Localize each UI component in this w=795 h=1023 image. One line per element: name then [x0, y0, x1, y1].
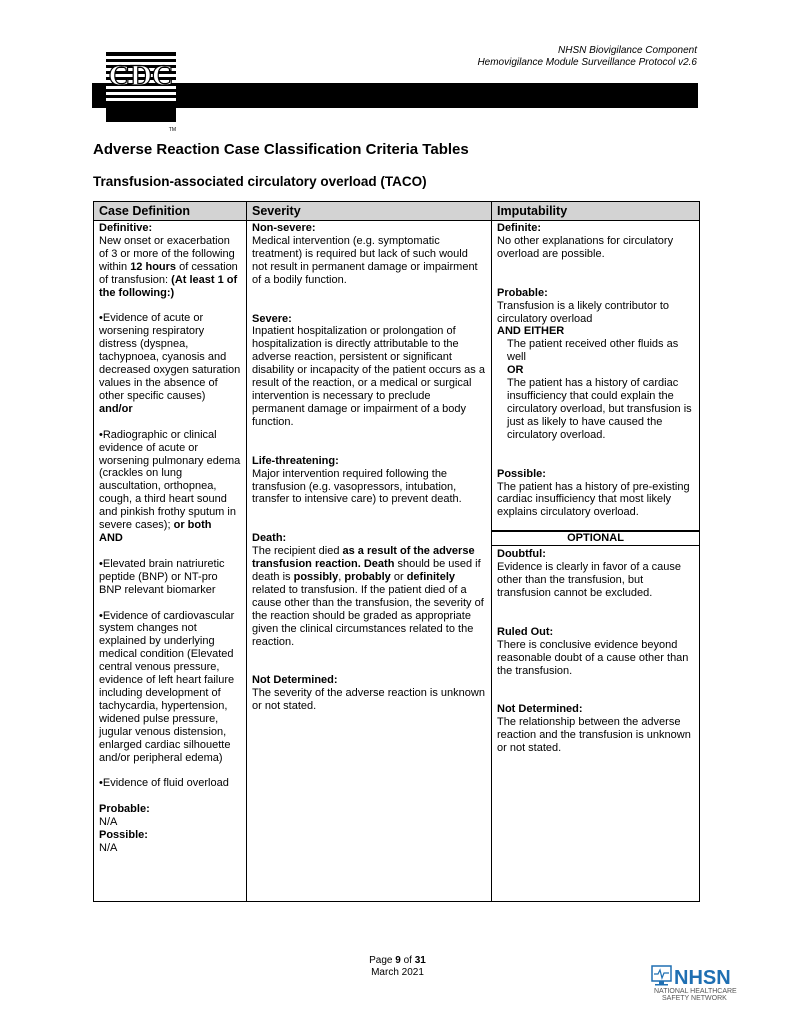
- running-header-line2: Hemovigilance Module Surveillance Protocol v2.6: [477, 57, 697, 68]
- imputability-not-determined-text: The relationship between the adverse reaction and the transfusion is unknown or not stated.: [497, 716, 691, 755]
- col-header-imputability: Imputability: [492, 202, 700, 221]
- col-header-case-definition: Case Definition: [94, 202, 247, 221]
- footer-date: March 2021: [371, 967, 424, 978]
- lifethreatening-text: Major intervention required following the transfusion (e.g. vasopressors, intubation, transfer to intensive care) to prevent death.: [252, 467, 462, 506]
- severity-cell: [247, 221, 492, 902]
- imputability-not-determined-label: Not Determined:: [497, 703, 583, 716]
- death-text: [252, 545, 486, 648]
- severity-not-determined-label: Not Determined:: [252, 674, 338, 687]
- nonsevere-label: Non-severe:: [252, 222, 316, 234]
- definitive-text-1: New onset or exacerbation of 3 or more of the following within: [99, 234, 235, 273]
- table-header-row: [94, 202, 700, 221]
- page-current: 9: [395, 955, 401, 966]
- table-row: [94, 221, 700, 902]
- definitive-label: Definitive:: [99, 222, 153, 234]
- option-other-fluids: The patient received other fluids as well: [507, 338, 679, 364]
- possible-value: N/A: [99, 842, 118, 855]
- definite-label: Definite:: [497, 222, 541, 234]
- page-prefix: Page: [369, 955, 396, 966]
- death-label: Death:: [252, 532, 287, 545]
- death-text-3: ,: [338, 571, 345, 584]
- doubtful-label: Doubtful:: [497, 548, 546, 561]
- criteria-table: [93, 201, 700, 902]
- cdc-logo-tm: TM: [168, 127, 176, 132]
- or-label: OR: [507, 364, 524, 377]
- section-title: Transfusion-associated circulatory overload (TACO): [93, 174, 427, 189]
- cdc-logo-text: CDC: [108, 59, 174, 92]
- imputability-probable-label: Probable:: [497, 286, 548, 299]
- imputability-possible-text: The patient has a history of pre-existing cardiac insufficiency that most likely explains circulatory overload.: [497, 480, 690, 519]
- page-total: 31: [414, 955, 426, 966]
- definitive-bold-2: (At least 1 of the following:): [99, 273, 238, 299]
- and-label: AND: [99, 531, 123, 544]
- severe-text: Inpatient hospitalization or prolongation of hospitalization is directly attributable to the adverse reaction, persistent or significant disability or incapacity of the patient occurs as a result of the reaction, or a medical or surgical intervention is necessary to preclude permanent damage or impairment of a body function.: [252, 325, 485, 428]
- death-bold-1: as a result of the adverse transfusion reaction. Death: [252, 545, 475, 571]
- definitive-text-2: of cessation of transfusion:: [99, 260, 238, 286]
- death-bold-3: probably: [344, 571, 391, 584]
- definitive-bold-1: 12 hours: [130, 260, 177, 273]
- running-header-line1: NHSN Biovigilance Component: [558, 45, 697, 56]
- criterion-pulmonary-edema: [99, 429, 241, 532]
- criterion-respiratory: [99, 312, 241, 415]
- nonsevere-text: Medical intervention (e.g. symptomatic treatment) is required but lack of such would not result in permanent damage or impairment of a bodily function.: [252, 234, 478, 286]
- possible-label: Possible:: [99, 829, 148, 842]
- col-header-severity: Severity: [247, 202, 492, 221]
- nhsn-logo-name: NHSN: [674, 967, 731, 989]
- criterion-fluid-overload: •Evidence of fluid overload: [99, 777, 229, 790]
- probable-value: N/A: [99, 816, 118, 829]
- nhsn-logo-line1: NATIONAL HEALTHCARE: [654, 988, 737, 995]
- doubtful-text: Evidence is clearly in favor of a cause other than the transfusion, but transfusion cannot be excluded.: [497, 561, 682, 599]
- criterion-respiratory-bold: and/or: [99, 402, 133, 415]
- imputability-possible-label: Possible:: [497, 467, 546, 480]
- probable-label: Probable:: [99, 803, 150, 816]
- option-cardiac-history: The patient has a history of cardiac insufficiency that could explain the circulatory overload, but transfusion is just as likely to have caused the circulatory overload.: [507, 377, 692, 441]
- criterion-bnp: •Elevated brain natriuretic peptide (BNP) or NT-pro BNP relevant biomarker: [99, 557, 225, 596]
- criterion-pulmonary-bold: or both: [173, 519, 212, 532]
- death-bold-2: possibly: [293, 571, 339, 584]
- page-title: Adverse Reaction Case Classification Criteria Tables: [93, 141, 469, 158]
- imputability-probable-text: Transfusion is a likely contributor to circulatory overload: [497, 299, 669, 325]
- case-definition-cell: [94, 221, 247, 902]
- ruled-out-text: There is conclusive evidence beyond reasonable doubt of a cause other than the transfusion.: [497, 638, 689, 677]
- definitive-text: [99, 235, 241, 300]
- definite-text: No other explanations for circulatory overload are possible.: [497, 234, 674, 260]
- lifethreatening-label: Life-threatening:: [252, 454, 339, 467]
- running-header: [477, 45, 697, 69]
- severe-label: Severe:: [252, 312, 292, 325]
- ruled-out-label: Ruled Out:: [497, 625, 554, 638]
- imputability-cell: [492, 221, 700, 902]
- nhsn-monitor-icon: [652, 966, 671, 986]
- severity-not-determined-text: The severity of the adverse reaction is unknown or not stated.: [252, 687, 485, 713]
- death-text-4: or: [390, 571, 407, 584]
- death-bold-4: definitely: [406, 571, 455, 584]
- nhsn-logo-line2: SAFETY NETWORK: [662, 995, 727, 1002]
- page-of: of: [400, 955, 415, 966]
- criterion-respiratory-text: •Evidence of acute or worsening respiratory distress (dyspnea, tachypnoea, cyanosis and decreased oxygen saturation values in the absence of other specific causes): [99, 312, 241, 402]
- death-text-1: The recipient died: [252, 545, 343, 558]
- and-either-label: AND EITHER: [497, 325, 565, 338]
- death-text-5: related to transfusion. If the patient died of a cause other than the transfusion, the severity of the reaction should be graded as appropriate given the clinical circumstances related to the reaction.: [252, 583, 484, 648]
- death-text-2: should be used if death is: [252, 558, 481, 584]
- header-bar: [92, 83, 698, 108]
- cdc-logo: [92, 52, 178, 132]
- criterion-pulmonary-text: •Radiographic or clinical evidence of acute or worsening pulmonary edema (crackles on lung auscultation, orthopnea, cough, a third heart sound and pinkish frothy sputum in severe cases);: [99, 428, 241, 532]
- nhsn-logo: [650, 962, 750, 1002]
- optional-banner: OPTIONAL: [492, 530, 699, 546]
- criterion-cardiovascular: •Evidence of cardiovascular system changes not explained by underlying medical condition (Elevated central venous pressure, evidence of left heart failure including development of tachycardia, hypertension, widened pulse pressure, jugular venous distension, enlarged cardiac silhouette and/or peripheral edema): [99, 609, 235, 764]
